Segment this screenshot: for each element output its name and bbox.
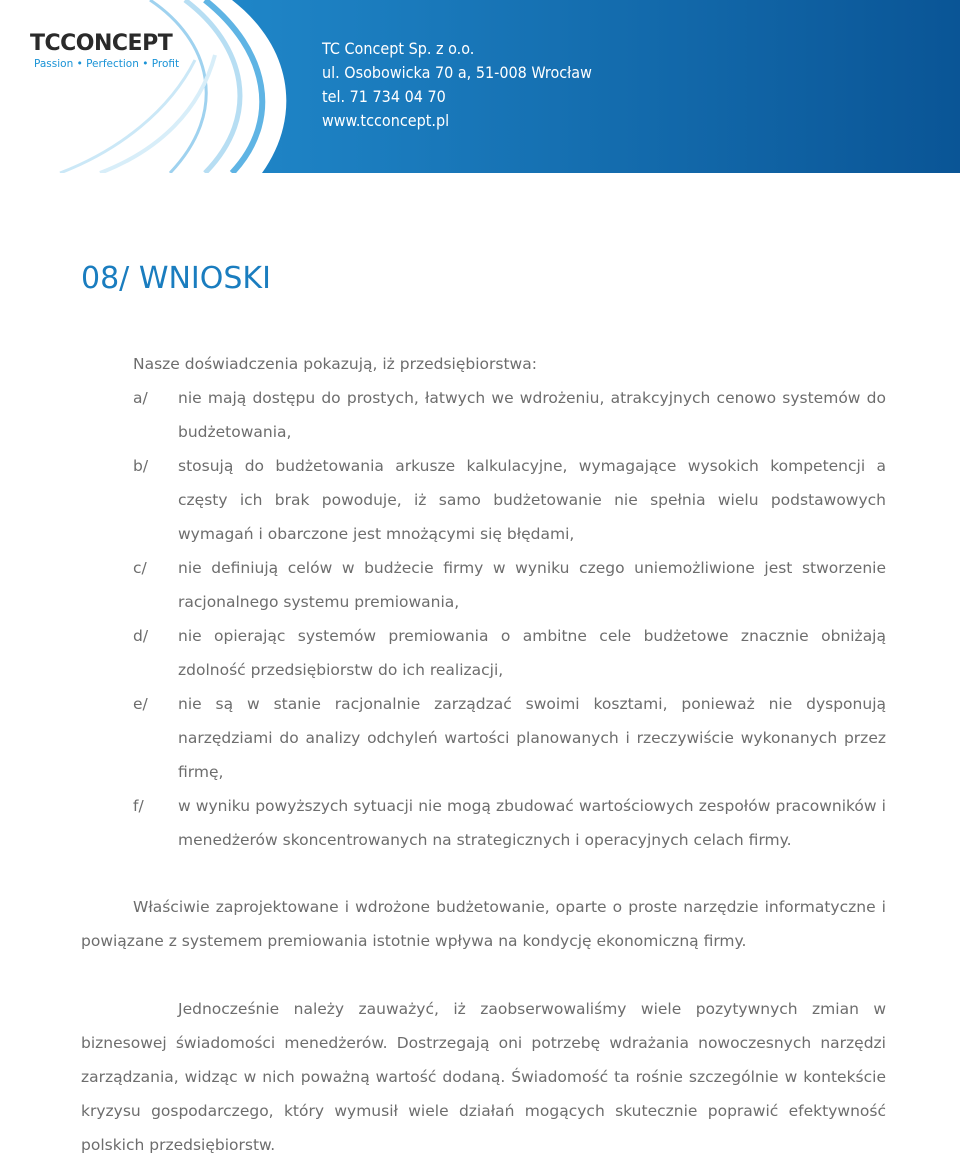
- company-phone: tel. 71 734 04 70: [322, 87, 446, 106]
- conclusions-list: [0, 381, 960, 857]
- list-item-marker: f/: [133, 797, 144, 815]
- company-address: ul. Osobowicka 70 a, 51-008 Wrocław: [322, 63, 592, 82]
- list-item: [0, 381, 960, 449]
- list-item: [0, 619, 960, 687]
- company-logo: [30, 31, 190, 71]
- list-item-text: stosują do budżetowania arkusze kalkulacyjne, wymagające wysokich kompetencji a częsty ich brak powoduje, iż samo budżetowanie nie spełnia wielu podstawowych wymagań i obarczone jest mnożącymi się błędami,: [178, 457, 886, 543]
- list-item: [0, 687, 960, 789]
- logo-tagline: Passion • Perfection • Profit: [34, 58, 180, 70]
- list-item-marker: d/: [133, 627, 149, 645]
- page-header: [0, 0, 960, 173]
- list-item: [0, 551, 960, 619]
- section-heading: 08/ WNIOSKI: [81, 261, 271, 296]
- list-item-marker: c/: [133, 559, 147, 577]
- paragraph-manager-awareness: Jednocześnie należy zauważyć, iż zaobserwowaliśmy wiele pozytywnych zmian w biznesowej świadomości menedżerów. Dostrzegają oni potrzebę wdrażania nowoczesnych narzędzi zarządzania, widząc w nich poważną wartość dodaną. Świadomość ta rośnie szczególnie w kontekście kryzysu gospodarczego, który wymusił wiele działań mogących skutecznie poprawić efektywność polskich przedsiębiorstw.: [81, 1000, 886, 1154]
- company-contact-block: [322, 37, 592, 133]
- list-item: [0, 789, 960, 857]
- list-item-text: nie mają dostępu do prostych, łatwych we wdrożeniu, atrakcyjnych cenowo systemów do budżetowania,: [178, 389, 886, 441]
- list-item-text: nie opierając systemów premiowania o ambitne cele budżetowe znacznie obniżają zdolność przedsiębiorstw do ich realizacji,: [178, 627, 886, 679]
- list-item: [0, 449, 960, 551]
- list-item-text: nie definiują celów w budżecie firmy w wyniku czego uniemożliwione jest stworzenie racjonalnego systemu premiowania,: [178, 559, 886, 611]
- intro-line: Nasze doświadczenia pokazują, iż przedsiębiorstwa:: [133, 355, 537, 373]
- list-item-marker: b/: [133, 457, 149, 475]
- paragraph-budgeting-impact: Właściwie zaprojektowane i wdrożone budżetowanie, oparte o proste narzędzie informatyczne i powiązane z systemem premiowania istotnie wpływa na kondycję ekonomiczną firmy.: [81, 898, 886, 950]
- list-item-marker: a/: [133, 389, 148, 407]
- list-item-marker: e/: [133, 695, 148, 713]
- list-item-text: nie są w stanie racjonalnie zarządzać swoimi kosztami, ponieważ nie dysponują narzędziami do analizy odchyleń wartości planowanych i rzeczywiście wykonanych przez firmę,: [178, 695, 886, 781]
- company-website: www.tcconcept.pl: [322, 111, 450, 130]
- logo-wordmark: TCCONCEPT: [30, 31, 173, 56]
- list-item-text: w wyniku powyższych sytuacji nie mogą zbudować wartościowych zespołów pracowników i menedżerów skoncentrowanych na strategicznych i operacyjnych celach firmy.: [178, 797, 886, 849]
- company-name: TC Concept Sp. z o.o.: [322, 39, 475, 58]
